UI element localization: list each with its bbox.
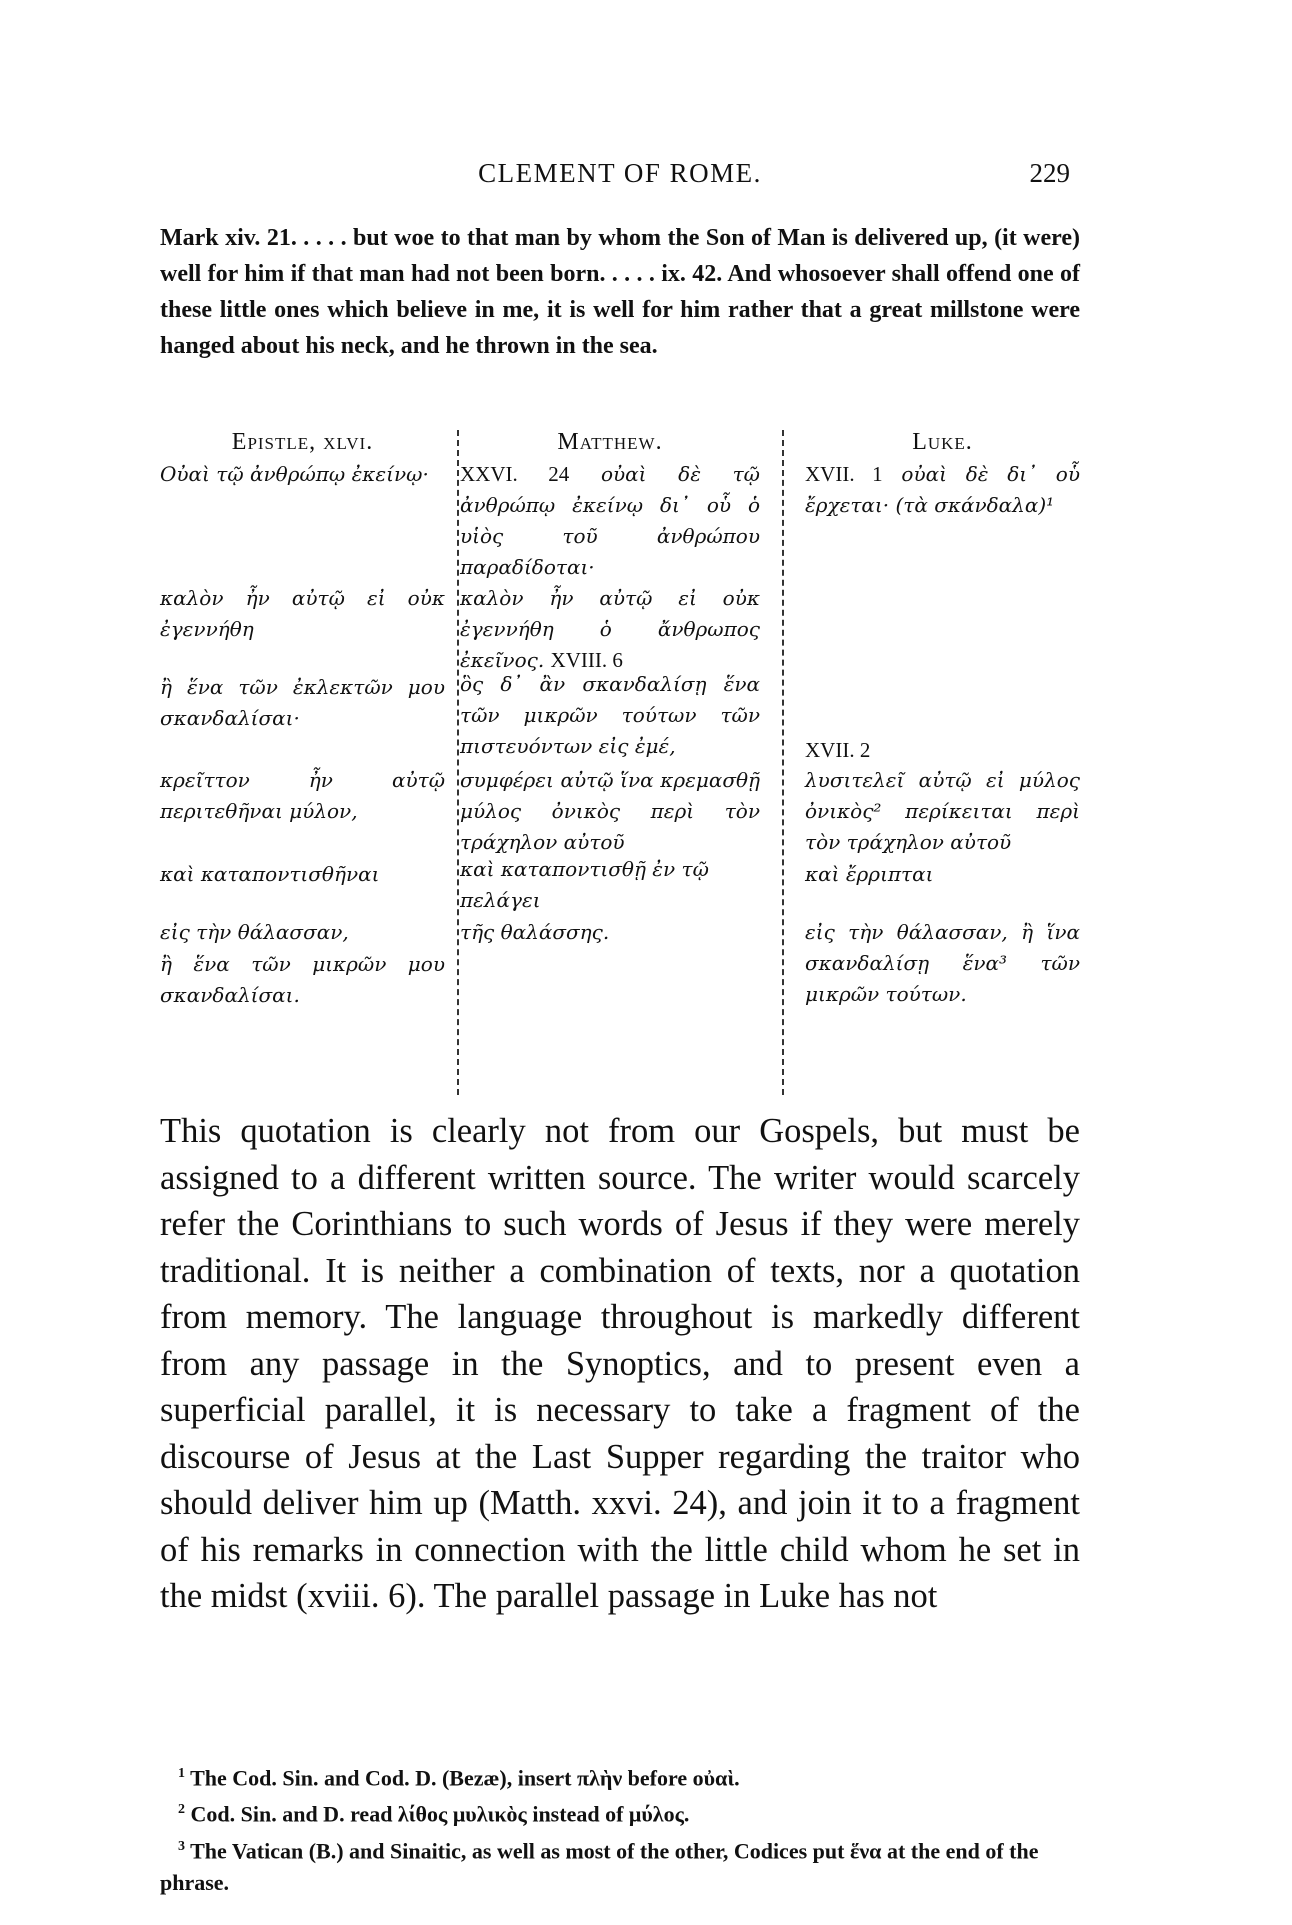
epistle-segment: εἰς τὴν θάλασσαν, (160, 920, 349, 944)
matthew-heading: Matthew. (557, 429, 663, 455)
mark-quotation (160, 220, 1080, 364)
luke-column (805, 425, 1080, 1105)
epistle-segment: ἢ ἕνα τῶν μικρῶν μου σκανδαλίσαι. (160, 952, 445, 1007)
matthew-segment: καὶ καταποντισθῇ ἐν τῷ πελάγει (460, 857, 709, 912)
footnotes (160, 1758, 1080, 1899)
epistle-segment: Οὐαὶ τῷ ἀνθρώπῳ ἐκείνῳ· (160, 462, 429, 486)
matthew-column (460, 425, 760, 1105)
mark-reference-2: ix. 42. (661, 261, 723, 287)
matthew-ref: XVIII. 6 (550, 648, 623, 672)
footnote: $^2$ Cod. Sin. and D. read λίθος μυλικὸς instead of μύλος. (178, 1801, 690, 1827)
footnote-mark: 1 (178, 1766, 185, 1781)
parallel-columns (160, 425, 1080, 1105)
matthew-segment: XXVI. 24 οὐαὶ δὲ τῷ ἀνθρώπῳ ἐκείνῳ δι᾽ οὗ ὁ υἱὸς τοῦ ἀνθρώπου παραδίδοται· (460, 462, 760, 579)
matthew-segment: ὃς δ᾽ ἂν σκανδαλίσῃ ἕνα τῶν μικρῶν τούτων τῶν πιστευόντων εἰς ἐμέ, (460, 672, 760, 758)
epistle-segment: καλὸν ἦν αὐτῷ εἰ οὐκ ἐγεννήθη (160, 586, 445, 641)
epistle-heading: Epistle, xlvi. (231, 429, 374, 455)
epistle-column (160, 425, 445, 1105)
scripture-intro (160, 220, 1080, 364)
mark-text-1: . . . . but woe to that man by whom the Son of Man is delivered up, (it were) well for him if that man had not been born. . . . . (160, 225, 1080, 287)
luke-ref: XVII. 1 (805, 462, 883, 486)
luke-segment: εἰς τὴν θάλασσαν, ἢ ἵνα σκανδαλίσῃ ἕνα³ τῶν μικρῶν τούτων. (805, 920, 1080, 1006)
luke-ref: XVII. 2 (805, 738, 871, 762)
commentary-paragraph: This quotation is clearly not from our Gospels, but must be assigned to a different written source. The writer would scarcely refer the Corinthians to such words of Jesus if they were merely traditional. It is neither a combination of texts, nor a quotation from memory. The language throughout is markedly different from any passage in the Synoptics, and to present even a superficial parallel, it is necessary to take a fragment of the discourse of Jesus at the Last Supper regarding the traitor who should deliver him up (Matth. xxvi. 24), and join it to a fragment of his remarks in connection with the little child whom he set in the midst (xviii. 6). The parallel passage in Luke has not (160, 1112, 1080, 1615)
luke-segment: καὶ ἔρριπται (805, 862, 934, 886)
epistle-segment: κρεῖττον ἦν αὐτῷ περιτεθῆναι μύλον, (160, 768, 445, 823)
footnote: $^1$ The Cod. Sin. and Cod. D. (Bezæ), insert πλὴν before οὐαὶ. (178, 1765, 740, 1791)
matthew-segment: συμφέρει αὐτῷ ἵνα κρεμασθῇ μύλος ὀνικὸς περὶ τὸν τράχηλον αὐτοῦ (460, 768, 760, 854)
column-divider (782, 430, 784, 1095)
epistle-segment: ἢ ἕνα τῶν ἐκλεκτῶν μου σκανδαλίσαι· (160, 675, 445, 730)
matthew-ref: XXVI. 24 (460, 462, 570, 486)
page-header (160, 158, 1080, 198)
footnote: $^3$ The Vatican (B.) and Sinaitic, as well as most of the other, Codices put ἕνα at the end of the phrase. (160, 1837, 1039, 1895)
luke-heading: Luke. (912, 429, 973, 455)
column-divider (457, 430, 459, 1095)
page-number: 229 (1029, 158, 1070, 188)
commentary-text (160, 1108, 1080, 1620)
mark-text-2: And whosoever shall offend one of these little ones which believe in me, it is well for him rather that a great millstone were hanged about his neck, and he thrown in the sea. (160, 261, 1081, 359)
luke-segment: XVII. 1 οὐαὶ δὲ δι᾽ οὗ ἔρχεται· (τὰ σκάνδαλα)¹ (805, 462, 1080, 517)
epistle-segment: καὶ καταποντισθῆναι (160, 862, 380, 886)
luke-segment: λυσιτελεῖ αὐτῷ εἰ μύλος ὀνικὸς² περίκειται περὶ τὸν τράχηλον αὐτοῦ (805, 768, 1080, 854)
running-title: CLEMENT OF ROME. (478, 158, 762, 188)
matthew-segment: καλὸν ἦν αὐτῷ εἰ οὐκ ἐγεννήθη ὁ ἄνθρωπος ἐκεῖνος. XVIII. 6 (460, 586, 760, 672)
mark-reference-1: Mark xiv. 21. (160, 225, 297, 251)
matthew-segment: τῆς θαλάσσης. (460, 920, 610, 944)
footnote-mark: 2 (178, 1802, 185, 1818)
footnote-mark: 3 (178, 1838, 185, 1854)
luke-segment (805, 735, 1080, 766)
